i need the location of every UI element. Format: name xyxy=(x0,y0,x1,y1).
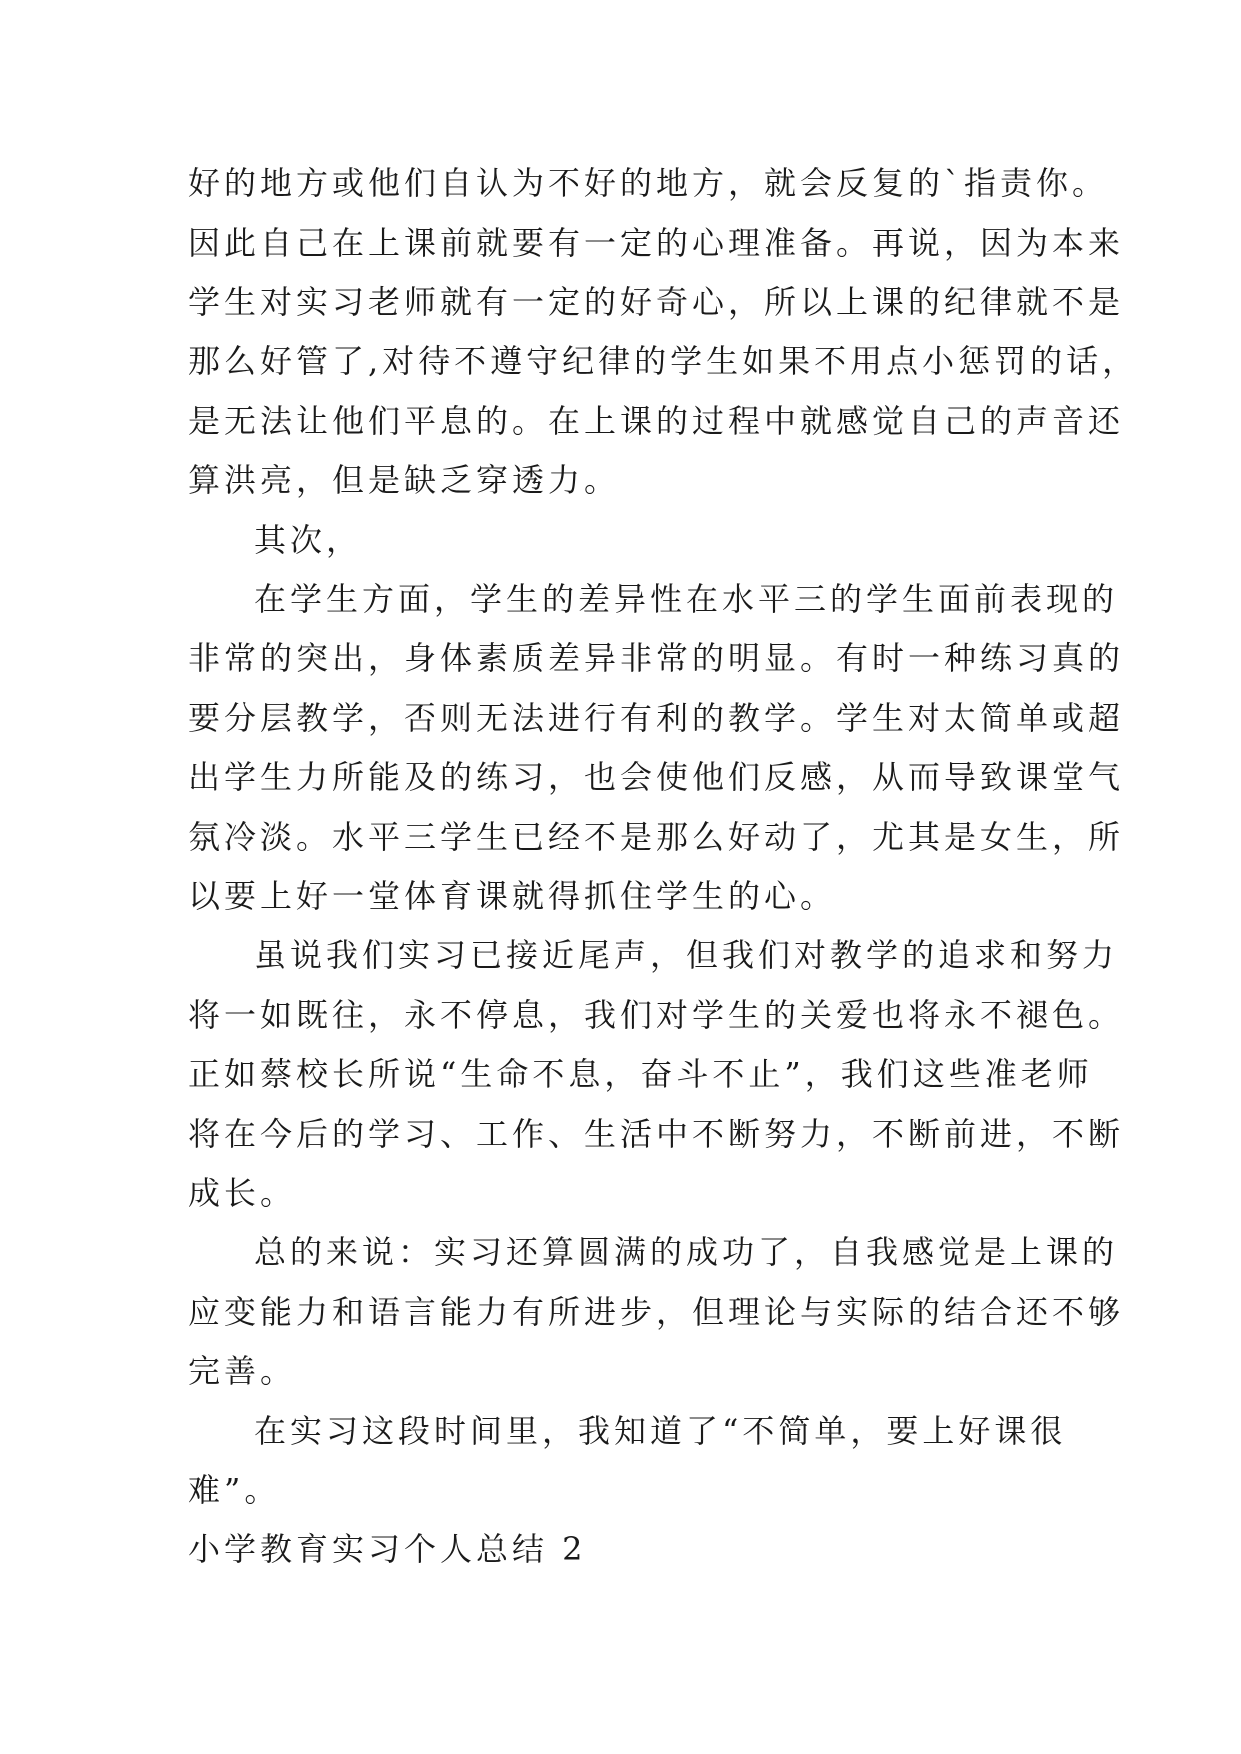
section-title: 小学教育实习个人总结 2 xyxy=(188,1530,587,1568)
text-line: 要分层教学，否则无法进行有利的教学。学生对太简单或超 xyxy=(188,699,1125,737)
text-line: 将一如既往，永不停息，我们对学生的关爱也将永不褪色。 xyxy=(188,996,1125,1034)
text-line: 氛冷淡。水平三学生已经不是那么好动了，尤其是女生，所 xyxy=(188,818,1125,856)
text-line: 在实习这段时间里，我知道了“不简单，要上好课很 xyxy=(254,1412,1067,1450)
text-line: 正如蔡校长所说“生命不息，奋斗不止”，我们这些准老师 xyxy=(188,1055,1093,1093)
text-line: 非常的突出，身体素质差异非常的明显。有时一种练习真的 xyxy=(188,639,1125,677)
text-line: 完善。 xyxy=(188,1352,297,1390)
text-line: 因此自己在上课前就要有一定的心理准备。再说，因为本来 xyxy=(188,224,1125,262)
text-line: 应变能力和语言能力有所进步，但理论与实际的结合还不够 xyxy=(188,1293,1125,1331)
text-line: 将在今后的学习、工作、生活中不断努力，不断前进，不断 xyxy=(188,1115,1125,1153)
text-line: 虽说我们实习已接近尾声，但我们对教学的追求和努力 xyxy=(254,936,1119,974)
text-line: 难”。 xyxy=(188,1471,281,1509)
text-line: 算洪亮，但是缺乏穿透力。 xyxy=(188,461,621,499)
text-line: 那么好管了,对待不遵守纪律的学生如果不用点小惩罚的话， xyxy=(188,342,1139,380)
text-line: 是无法让他们平息的。在上课的过程中就感觉自己的声音还 xyxy=(188,402,1125,440)
text-line: 成长。 xyxy=(188,1174,297,1212)
text-line: 出学生力所能及的练习，也会使他们反感，从而导致课堂气 xyxy=(188,758,1125,796)
text-line: 在学生方面，学生的差异性在水平三的学生面前表现的 xyxy=(254,580,1119,618)
text-line: 总的来说：实习还算圆满的成功了，自我感觉是上课的 xyxy=(254,1233,1119,1271)
text-line: 学生对实习老师就有一定的好奇心，所以上课的纪律就不是 xyxy=(188,283,1125,321)
paragraph-heading: 其次， xyxy=(254,521,363,559)
text-line: 好的地方或他们自认为不好的地方，就会反复的`指责你。 xyxy=(188,164,1109,202)
text-line: 以要上好一堂体育课就得抓住学生的心。 xyxy=(188,877,837,915)
